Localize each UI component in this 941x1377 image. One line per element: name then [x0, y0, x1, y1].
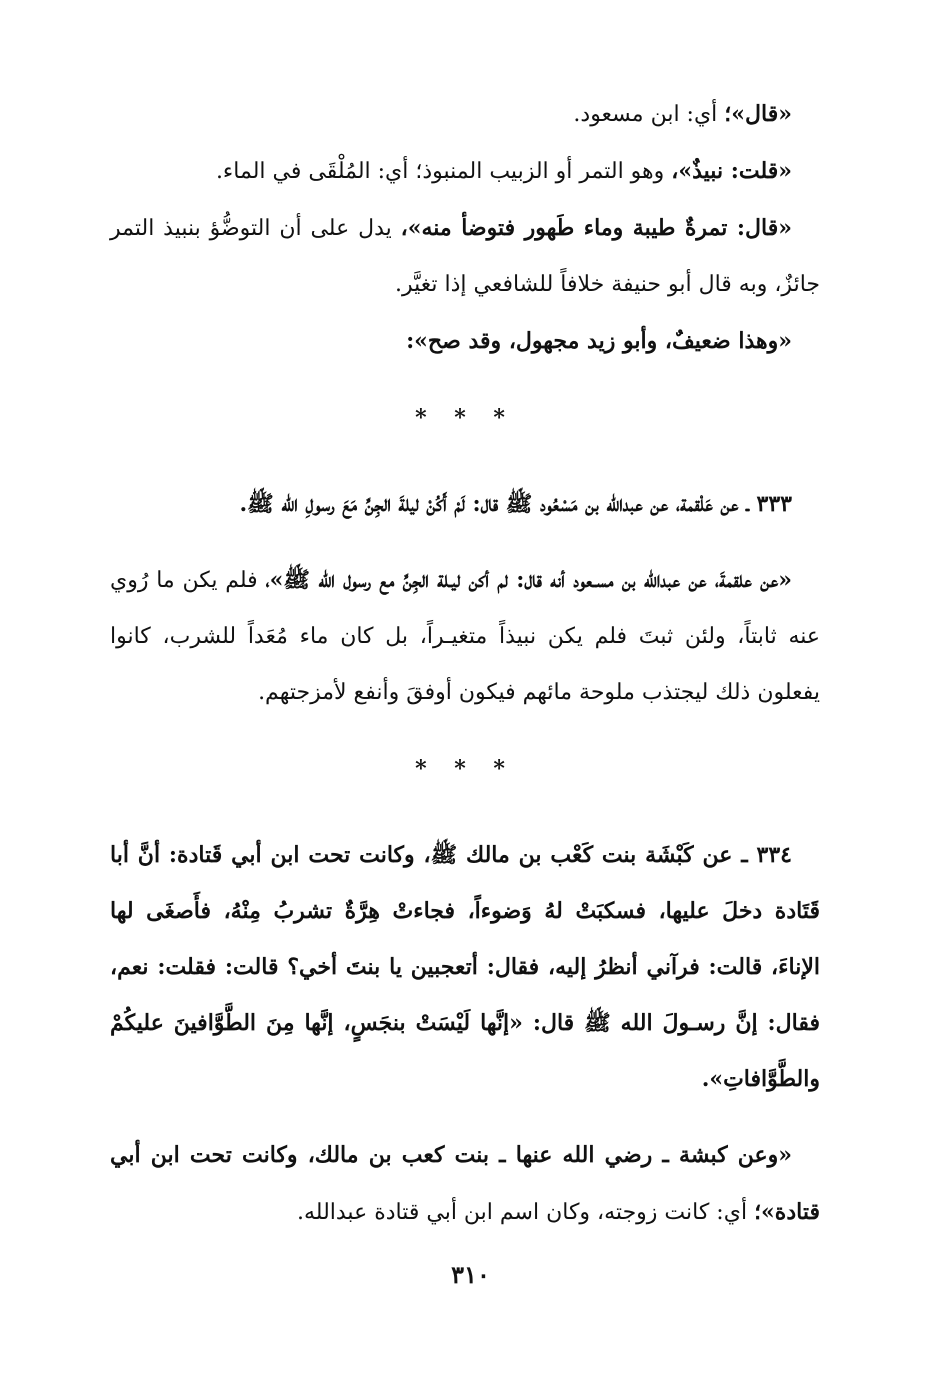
quote-lead: «عن علقمةَ، عن عبدالله بن مسـعود أنه قال: لم أكن ليـلة الجِنِّ مع رسول الله ﷺ»،: [265, 567, 792, 593]
quote-lead: «وهذا ضعيفٌ، وأبو زيد مجهول، وقد صح»:: [406, 328, 792, 354]
section-separator: * * *: [415, 405, 515, 431]
page-body: [110, 86, 820, 1241]
spacer: [110, 532, 820, 552]
commentary: يدل على أن التوضُّؤ بنبيذ التمر جائزٌ، وبه قال أبو حنيفة خلافاً للشافعي إذا تغيَّر.: [110, 216, 820, 297]
commentary: أي: كانت زوجته، وكان اسم ابن أبي قتادة عبدالله.: [297, 1200, 755, 1225]
spacer: [110, 446, 820, 476]
paragraph-kabsha: [110, 1127, 820, 1241]
page-number: ٣١٠: [451, 1260, 490, 1289]
commentary: فلم يكن ما رُوي عنه ثابتاً، ولئن ثبتَ فلم يكن نبيذاً متغيـراً، بل كان ماء مُعَداً للشرب، كانوا يفعلون ذلك ليجتذب ملوحة مائهم فيكون أوفقَ وأنفع لأمزجتهم.: [110, 568, 820, 705]
commentary: وهو التمر أو الزبيب المنبوذ؛ أي: المُلْقَى في الماء.: [215, 159, 672, 184]
quote-lead: «قال»؛: [724, 101, 792, 127]
paragraph-tamra: [110, 200, 820, 313]
section-separator: * * *: [415, 756, 515, 782]
spacer: [110, 1107, 820, 1127]
quote-lead: «قال: تمرةٌ طيبة وماء طَهور فتوضأ منه»،: [400, 215, 792, 241]
paragraph-daif: [110, 313, 820, 370]
paragraph-nabidh: [110, 143, 820, 200]
spacer: [110, 721, 820, 741]
paragraph-alqama: [110, 552, 820, 721]
hadith-333: ٣٣٣ ـ عن عَلْقمة، عن عبدالله بن مَسْعُود ﷺ قال: لَمْ أَكُنْ ليلةَ الجِنِّ مَعَ رسولِ الله ﷺ.: [239, 491, 792, 517]
commentary: أي: ابن مسعود.: [573, 102, 725, 127]
paragraph-qal: [110, 86, 820, 143]
quote-lead: «قلت: نبيذٌ»،: [671, 158, 792, 184]
hadith-334: ٣٣٤ ـ عن كَبْشَة بنت كَعْب بن مالك ﷺ، وكانت تحت ابن أبي قَتادة: أنَّ أبا قَتَادة دخلَ عليها، فسكبَتْ لهُ وَضوءاً، فجاءتْ هِرَّةٌ تشربُ مِنْهُ، فأَصغَى لها الإناءَ، قالت: فرآني أنظرُ إليه، فقال: أتعجبين يا بنتَ أخي؟ قالت: فقلت: نعم، فقال: إنَّ رسـولَ الله ﷺ قال: «إنَّها لَيْسَتْ بنجَسٍ، إنَّها مِنَ الطَّوَّافينَ عليكُمْ والطَّوَّافاتِ».: [110, 842, 820, 1092]
spacer: [110, 797, 820, 827]
spacer: [110, 370, 820, 390]
quote-lead: «وعن كبشة ـ رضي الله عنها ـ بنت كعب بن مالك، وكانت تحت ابن أبي قتادة»؛: [110, 1142, 820, 1225]
